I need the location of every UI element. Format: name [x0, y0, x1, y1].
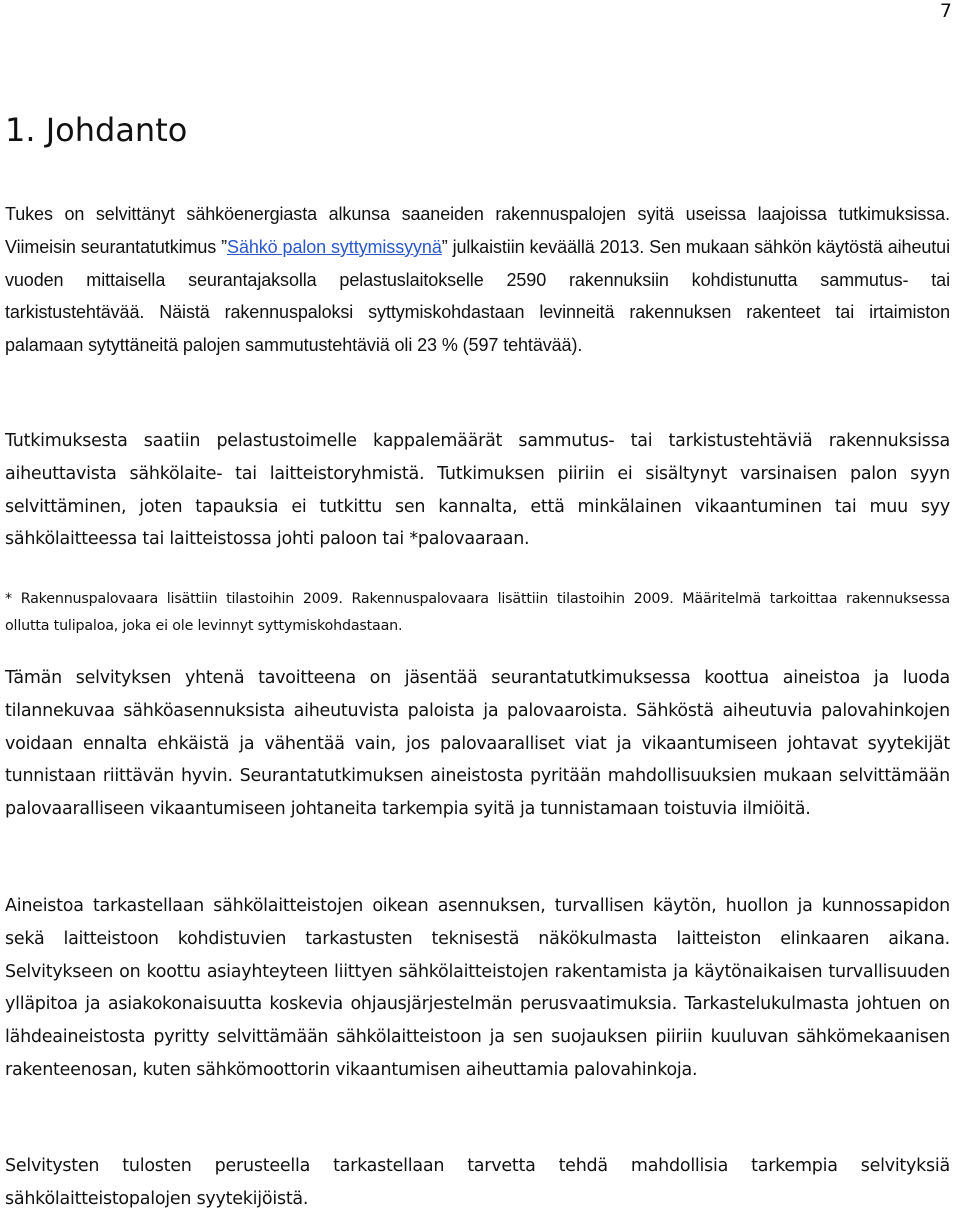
scope-paragraph: Aineistoa tarkastellaan sähkölaitteistojen oikean asennuksen, turvallisen käytön, huollon ja kunnossapidon sekä laitteistoon kohdistuvien tarkastusten teknisestä näkökulmasta laitteiston elinkaaren aikana. Selvitykseen on koottu asiayhteyteen liittyen sähkölaitteistojen rakentamista ja käytönaikaisen turvallisuuden ylläpitoa ja asiakokonaisuutta koskevia ohjausjärjestelmän perusvaatimuksia. Tarkastelukulmasta johtuen on lähdeaineistosta pyritty selvittämään sähkölaitteistoon ja sen suojauksen piiriin kuuluvan sähkömekaanisen rakenteenosan, kuten sähkömoottorin vikaantumisen aiheuttamia palovahinkoja.	[5, 896, 950, 1080]
research-paragraph: Tutkimuksesta saatiin pelastustoimelle kappalemäärät sammutus- tai tarkistustehtäviä rakennuksissa aiheuttavista sähkölaite- tai laitteistoryhmistä. Tutkimuksen piiriin ei sisältynyt varsinaisen palon syyn selvittäminen, joten tapauksia ei tutkittu sen kannalta, että minkälainen vikaantuminen tai muu syy sähkölaitteessa tai laitteistossa johti paloon tai *palovaaraan.	[5, 431, 950, 550]
section-heading: 1. Johdanto	[5, 111, 188, 149]
footnote: * Rakennuspalovaara lisättiin tilastoihin 2009. Rakennuspalovaara lisättiin tilastoihin 2009. Määritelmä tarkoittaa rakennuksessa ollutta tulipaloa, joka ei ole levinnyt syttymiskohdastaan.	[5, 591, 950, 634]
conclusion-paragraph: Selvitysten tulosten perusteella tarkastellaan tarvetta tehdä mahdollisia tarkempia selvityksiä sähkölaitteistopalojen syytekijöistä.	[5, 1156, 950, 1209]
page-number: 7	[939, 0, 952, 22]
report-link[interactable]: Sähkö palon syttymissyynä	[227, 236, 442, 257]
goal-paragraph: Tämän selvityksen yhtenä tavoitteena on jäsentää seurantatutkimuksessa koottua aineistoa ja luoda tilannekuvaa sähköasennuksista aiheutuvista paloista ja palovaaroista. Sähköstä aiheutuvia palovahinkojen voidaan ennalta ehkäistä ja vähentää vain, jos palovaaralliset viat ja vikaantumiseen johtavat syytekijät tunnistaan riittävän hyvin. Seurantatutkimuksen aineistosta pyritään mahdollisuuksien mukaan selvittämään palovaaralliseen vikaantumiseen johtaneita tarkempia syitä ja tunnistamaan toistuvia ilmiöitä.	[5, 668, 950, 820]
intro-text-end: ” julkaistiin keväällä 2013. Sen mukaan sähkön käytöstä aiheutui vuoden mittaisella seurantajaksolla pelastuslaitokselle 2590 rakennuksiin kohdistunutta sammutus- tai tarkistustehtävää. Näistä rakennuspaloksi syttymiskohdastaan levinneitä rakennuksen rakenteet tai irtaimiston palamaan sytyttäneitä palojen sammutustehtäviä oli 23 % (597 tehtävää).	[5, 236, 950, 356]
intro-paragraph	[5, 198, 950, 362]
intro-text-start: Tukes on selvittänyt sähköenergiasta alkunsa saaneiden rakennuspalojen syitä useissa laajoissa tutkimuksissa. Viimeisin seurantatutkimus ”	[5, 204, 950, 257]
